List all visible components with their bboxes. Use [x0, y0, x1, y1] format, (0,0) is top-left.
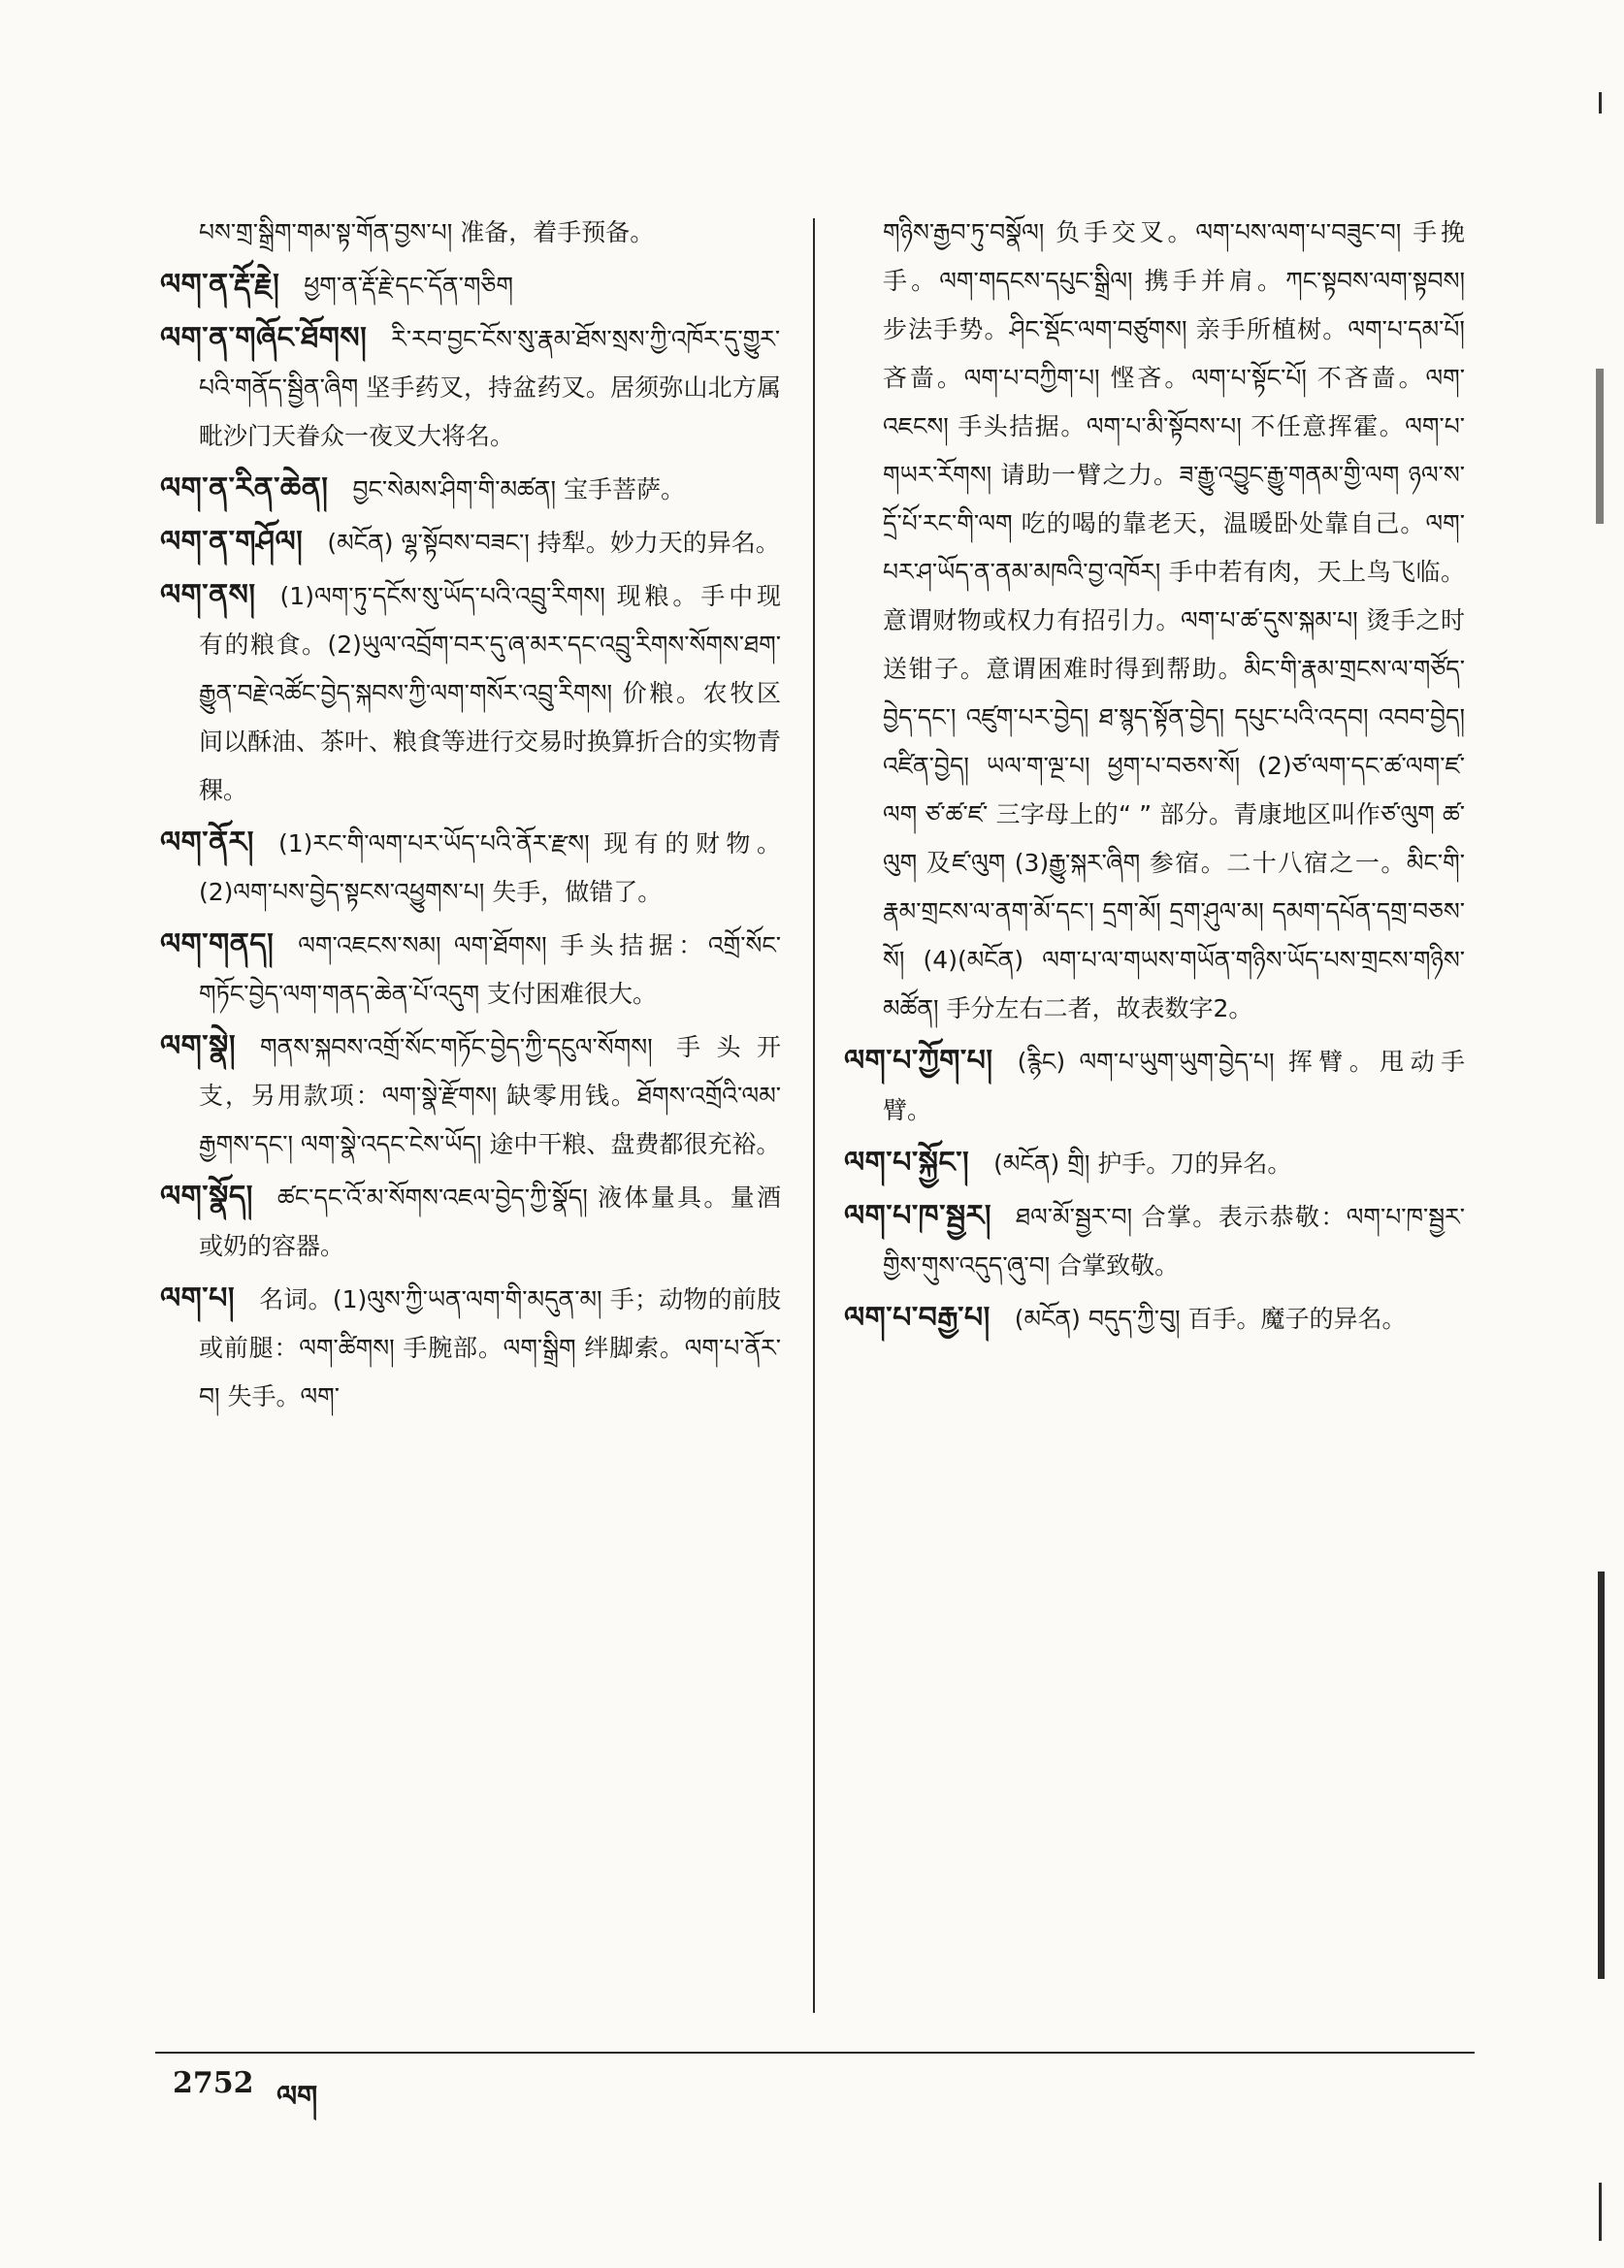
entry-definition: རི་རབ་བྱང་ངོས་སུ་རྣམ་ཐོས་སྲས་ཀྱི་འཁོར་དུ་གྱུར་པའི་གནོད་སྦྱིན་ཞིག 坚手药叉，持盆药叉。居须弥山北方属毗沙门天眷众一夜叉大将名。	[199, 325, 781, 450]
entry-definition: གཉིས་རྒྱབ་ཏུ་བསྣོལ། 负手交叉。ལག་པས་ལག་པ་བཟུང་བ། 手挽手。ལག་གདངས་དཔུང་སྒྲིལ། 携手并肩。ཀང་སྟབས་ལག་སྟབས། 步法手势。ཤིང་སྡོང་ལག་བཙུགས། 亲手所植树。ལག་པ་དམ་པོ། 吝啬。ལག་པ་བཀྱིག་པ། 悭吝。ལག་པ་སྟོང་པོ། 不吝啬。ལག་འཇངས། 手头拮据。ལག་པ་མི་སྟོབས་པ། 不任意挥霍。ལག་པ་གཡར་རོགས། 请助一臂之力。ཟ་རྒྱུ་འབྱུང་རྒྱུ་གནམ་གྱི་ལག ཉལ་ས་དྲོ་པོ་རང་གི་ལག 吃的喝的靠老天，温暖卧处靠自己。ལག་པར་ཤ་ཡོད་ན་ནམ་མཁའི་བྱ་འཁོར། 手中若有肉，天上鸟飞临。意谓财物或权力有招引力。ལག་པ་ཚ་དུས་སྐམ་པ། 烫手之时送钳子。意谓困难时得到帮助。མིང་གི་རྣམ་གྲངས་ལ་གཙོད་བྱེད་དང་། འཛུག་པར་བྱེད། ཐ་སྙད་སྟོན་བྱེད། དཔུང་པའི་འདབ། འབབ་བྱེད། འཛིན་བྱེད། ཡལ་ག་ལྔ་པ། ཕྱག་པ་བཅས་སོ། (2)ཙ་ལག་དང་ཚ་ལག་ཛ་ལག ཙ་ཚ་ཛ་ 三字母上的“ ” 部分。青康地区叫作ཙ་ལུག ཚ་ལུག 及ཛ་ལུག (3)རྒྱུ་སྐར་ཞིག 参宿。二十八宿之一。མིང་གི་རྣམ་གྲངས་ལ་ནག་མོ་དང་། དྲག་མོ། དྲག་ཤུལ་མ། དམག་དཔོན་དགྲ་བཅས་སོ། (4)(མངོན) ལག་པ་ལ་གཡས་གཡོན་གཉིས་ཡོད་པས་གྲངས་གཉིས་མཚོན། 手分左右二者，故表数字2。	[883, 218, 1465, 1022]
entry-definition: (1)ལག་ཏུ་དངོས་སུ་ཡོད་པའི་འབྲུ་རིགས། 现粮。手中现有的粮食。(2)ཡུལ་འབྲོག་བར་དུ་ཞ་མར་དང་འབྲུ་རིགས་སོགས་ཐག་རྒྱུན་བརྗེ་འཚོང་བྱེད་སྐབས་ཀྱི་ལག་གསོར་འབྲུ་རིགས། 价粮。农牧区间以酥油、茶叶、粮食等进行交易时换算折合的实物青稞。	[199, 582, 782, 804]
entry-headword: ལག་ན་གཤོལ།	[160, 525, 304, 559]
dictionary-entry	[160, 1173, 781, 1271]
column-divider	[813, 218, 815, 2013]
entry-definition: (1)རང་གི་ལག་པར་ཡོད་པའི་ནོར་རྫས། 现有的财物。(2)ལག་པས་བྱེད་སྟངས་འཕྱུགས་པ། 失手，做错了。	[199, 829, 781, 906]
entry-definition: ལག་འཇངས་སམ། ལག་ཐོགས། 手头拮据：འགྲོ་སོང་གཏོང་བྱེད་ལག་གནད་ཆེན་པོ་འདུག 支付困难很大。	[199, 931, 781, 1008]
dictionary-entry	[160, 465, 781, 514]
dictionary-entry	[160, 1022, 781, 1169]
entry-headword: ལག་ན་རིན་ཆེན།	[160, 471, 329, 505]
entry-definition: 名词。(1)ལུས་ཀྱི་ཡན་ལག་གི་མདུན་མ། 手；动物的前肢或前腿：ལག་ཚིགས། 手腕部。ལག་སྒྲིག 绊脚索。ལག་པ་ནོར་བ། 失手。ལག་	[199, 1285, 781, 1410]
entry-headword: ལག་ན་གཞོང་ཐོགས།	[160, 321, 368, 355]
dictionary-entry	[844, 209, 1465, 1033]
dictionary-entry	[160, 921, 781, 1019]
dictionary-entry	[160, 571, 781, 815]
dictionary-entry	[844, 1139, 1465, 1188]
running-head: ལག	[276, 2080, 318, 2114]
entry-headword: ལག་གནད།	[160, 927, 275, 961]
dictionary-entry	[160, 209, 781, 257]
entry-headword: ལག་པ་སྐྱོང་།	[844, 1146, 970, 1180]
entry-definition: (མངོན) ལྷ་སྟོབས་བཟང་། 持犁。妙力天的异名。	[327, 529, 780, 557]
entry-definition: ཕྱག་ན་རྡོ་རྗེ་དང་དོན་གཅིག	[304, 272, 513, 300]
dictionary-entry	[160, 518, 781, 567]
entry-definition: བྱང་སེམས་ཤིག་གི་མཚན། 宝手菩萨。	[352, 475, 685, 503]
left-column	[160, 209, 781, 1425]
dictionary-entry	[160, 1275, 781, 1421]
entry-headword: ལག་སྣོད།	[160, 1180, 253, 1214]
scan-margin-mark	[1598, 1571, 1605, 1979]
entry-definition: (རྙིང) ལག་པ་ཡུག་ཡུག་བྱེད་པ། 挥臂。甩动手臂。	[883, 1048, 1465, 1124]
dictionary-entry	[844, 1192, 1465, 1290]
scan-margin-mark	[1596, 369, 1604, 524]
scan-margin-mark	[1599, 2183, 1602, 2241]
entry-headword: ལག་པ་བརྒྱ་པ།	[844, 1301, 991, 1335]
entry-definition: ཐལ་མོ་སྦྱར་བ། 合掌。表示恭敬：ལག་པ་ཁ་སྦྱར་གྱིས་གུས་འདུད་ཞུ་བ། 合掌致敬。	[883, 1203, 1465, 1280]
entry-headword: ལག་པ་ཀྱོག་པ།	[844, 1044, 993, 1078]
scan-margin-mark	[1599, 92, 1602, 113]
dictionary-entry	[160, 261, 781, 310]
entry-headword: ལག་སྣེ།	[160, 1029, 237, 1063]
entry-headword: ལག་ནོར།	[160, 826, 254, 859]
entry-definition: (མངོན) བདུད་ཀྱི་བུ། 百手。魔子的异名。	[1014, 1305, 1407, 1333]
footer-rule	[155, 2052, 1475, 2054]
dictionary-entry	[160, 314, 781, 461]
right-column	[844, 209, 1465, 1347]
entry-definition: (མངོན) གྲི། 护手。刀的异名。	[993, 1150, 1292, 1178]
page-number: 2752	[173, 2066, 254, 2100]
dictionary-entry	[844, 1037, 1465, 1135]
entry-headword: ལག་ནས།	[160, 578, 256, 612]
dictionary-entry	[844, 1294, 1465, 1344]
dictionary-entry	[160, 819, 781, 917]
entry-definition: གནས་སྐབས་འགྲོ་སོང་གཏོང་བྱེད་ཀྱི་དངུལ་སོགས། 手头开支，另用款项：ལག་སྣེ་རྫོགས། 缺零用钱。ཐོགས་འགྲོའི་ལམ་རྒྱགས་དང་། ལག་སྣེ་འདང་ངེས་ཡོད། 途中干粮、盘费都很充裕。	[199, 1033, 781, 1158]
entry-headword: ལག་པ།	[160, 1281, 235, 1315]
entry-headword: ལག་ན་རྡོ་རྗེ།	[160, 268, 280, 302]
entry-definition: ཚང་དང་འོ་མ་སོགས་འཇལ་བྱེད་ཀྱི་སྣོད། 液体量具。量酒或奶的容器。	[199, 1183, 781, 1260]
entry-headword: ལག་པ་ཁ་སྦྱར།	[844, 1199, 992, 1233]
entry-definition: པས་གྲ་སྒྲིག་གམ་སྟ་གོན་བྱས་པ། 准备，着手预备。	[199, 218, 655, 246]
